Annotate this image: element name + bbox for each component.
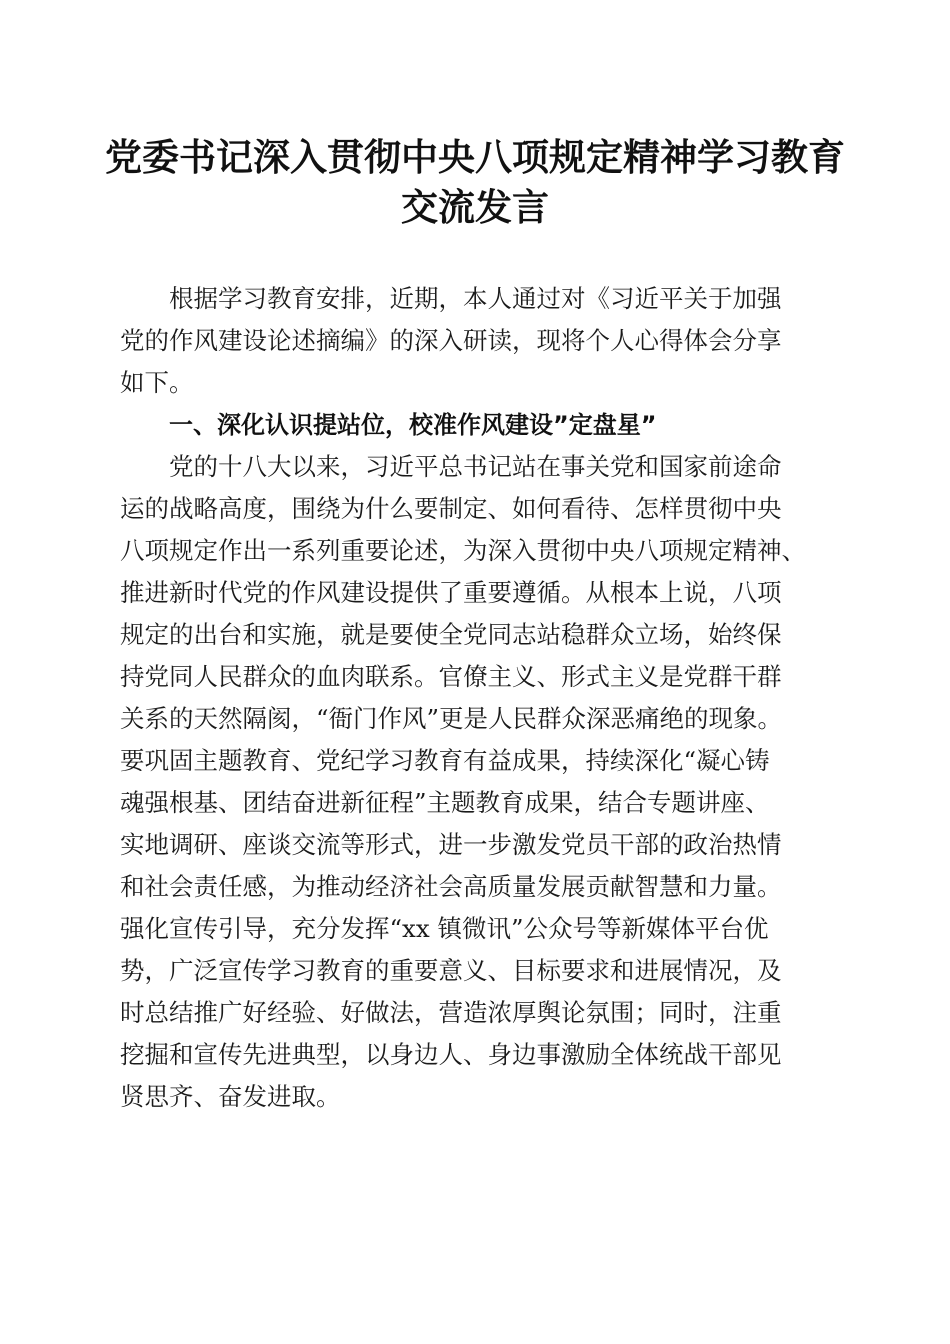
paragraph-line: 八项规定作出一系列重要论述，为深入贯彻中央八项规定精神、 bbox=[120, 536, 806, 565]
paragraph-line: 要巩固主题教育、党纪学习教育有益成果，持续深化“凝心铸 bbox=[120, 746, 770, 775]
paragraph-line: 根据学习教育安排，近期，本人通过对《习近平关于加强 bbox=[169, 284, 782, 313]
section-heading: 一、深化认识提站位，校准作风建设”定盘星” bbox=[169, 411, 657, 439]
paragraph-line: 党的作风建设论述摘编》的深入研读，现将个人心得体会分享 bbox=[120, 326, 782, 355]
intro-paragraph bbox=[120, 278, 840, 404]
paragraph-line: 强化宣传引导，充分发挥“xx 镇微讯”公众号等新媒体平台优 bbox=[120, 914, 769, 943]
paragraph-line: 势，广泛宣传学习教育的重要意义、目标要求和进展情况，及 bbox=[120, 956, 782, 985]
paragraph-line: 时总结推广好经验、好做法，营造浓厚舆论氛围；同时，注重 bbox=[120, 998, 782, 1027]
document-title bbox=[100, 132, 850, 232]
paragraph-line: 挖掘和宣传先进典型，以身边人、身边事激励全体统战干部见 bbox=[120, 1040, 782, 1069]
paragraph-line: 和社会责任感，为推动经济社会高质量发展贡献智慧和力量。 bbox=[120, 872, 782, 901]
paragraph-line: 运的战略高度，围绕为什么要制定、如何看待、怎样贯彻中央 bbox=[120, 494, 782, 523]
paragraph-line: 贤思齐、奋发进取。 bbox=[120, 1082, 341, 1111]
paragraph-line: 魂强根基、团结奋进新征程”主题教育成果，结合专题讲座、 bbox=[120, 788, 770, 817]
body-paragraph bbox=[120, 446, 840, 1118]
paragraph-line: 关系的天然隔阂，“衙门作风”更是人民群众深恶痛绝的现象。 bbox=[120, 704, 783, 733]
paragraph-line: 推进新时代党的作风建设提供了重要遵循。从根本上说，八项 bbox=[120, 578, 782, 607]
paragraph-line: 实地调研、座谈交流等形式，进一步激发党员干部的政治热情 bbox=[120, 830, 782, 859]
title-line: 交流发言 bbox=[401, 185, 549, 229]
paragraph-line: 如下。 bbox=[120, 368, 194, 397]
title-line: 党委书记深入贯彻中央八项规定精神学习教育 bbox=[105, 135, 845, 179]
document-body bbox=[120, 278, 840, 1118]
paragraph-line: 党的十八大以来，习近平总书记站在事关党和国家前途命 bbox=[169, 452, 782, 481]
paragraph-line: 规定的出台和实施，就是要使全党同志站稳群众立场，始终保 bbox=[120, 620, 782, 649]
paragraph-line: 持党同人民群众的血肉联系。官僚主义、形式主义是党群干群 bbox=[120, 662, 782, 691]
